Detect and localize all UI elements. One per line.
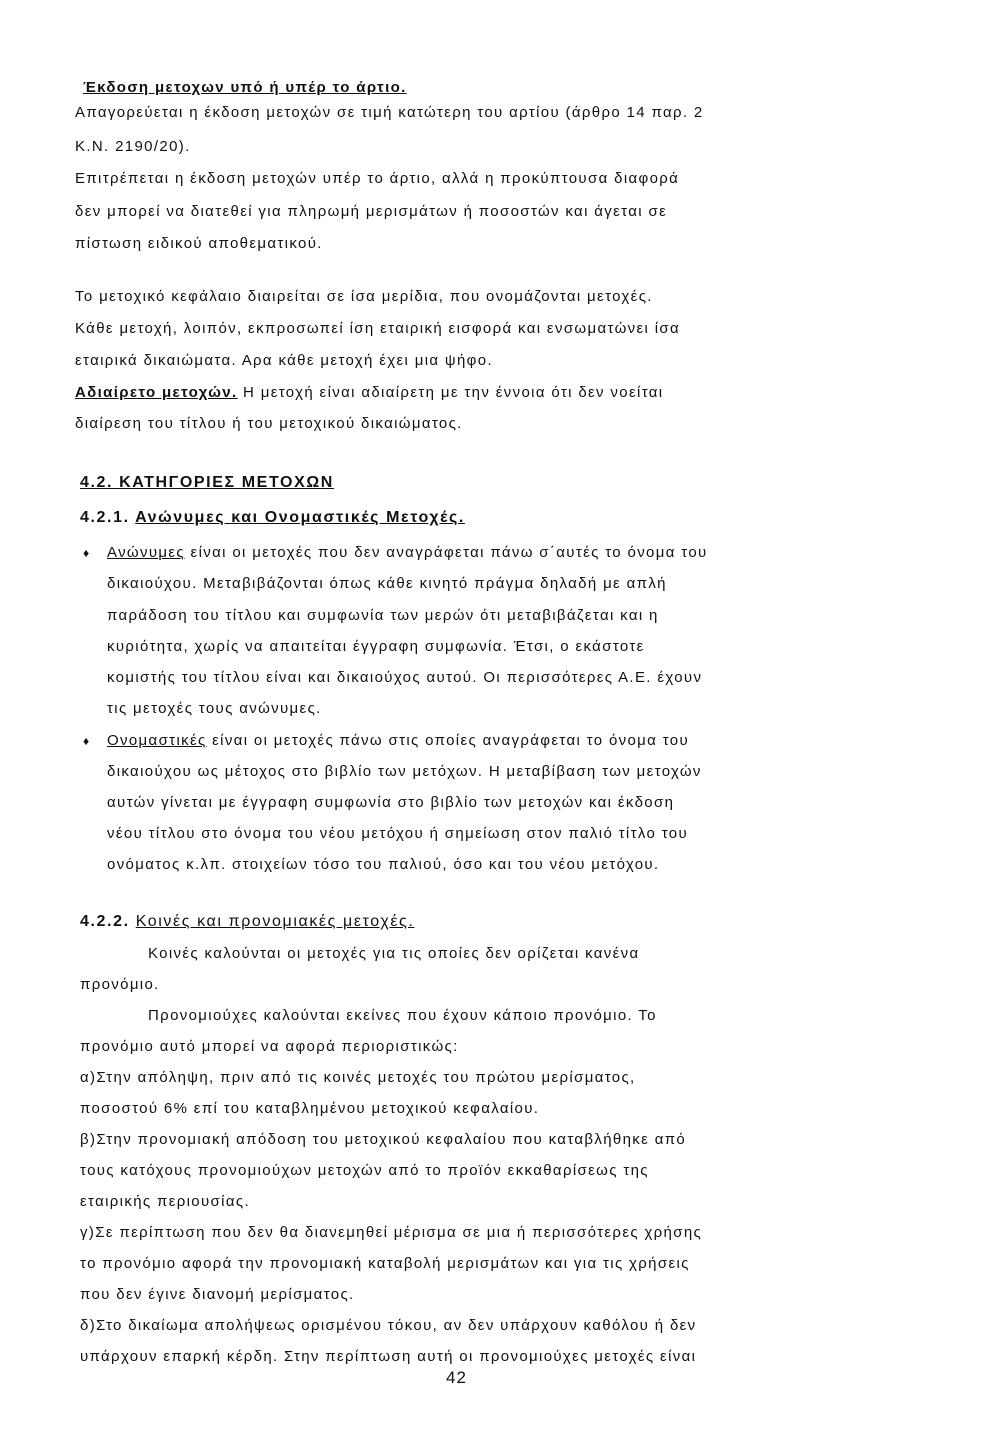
paragraph-line: προνόμιο. [80,976,160,993]
bearer-term: Ανώνυμες [107,544,186,561]
paragraph-line: νέου τίτλου στο όνομα του νέου μετόχου ή σημείωση στον παλιό τίτλο του [107,825,689,842]
paragraph-line: γ)Σε περίπτωση που δεν θα διανεμηθεί μέρισμα σε μια ή περισσότερες χρήσης [80,1224,703,1241]
paragraph-line: τους κατόχους προνομιούχων μετοχών από το προϊόν εκκαθαρίσεως της [80,1162,649,1179]
paragraph-line: ονόματος κ.λπ. στοιχείων τόσο του παλιού, όσο και του νέου μετόχου. [107,856,660,873]
paragraph-line: δεν μπορεί να διατεθεί για πληρωμή μερισμάτων ή ποσοστών και άγεται σε [75,203,668,220]
page-number: 42 [446,1368,467,1387]
paragraph-line: ποσοστού 6% επί του καταβλημένου μετοχικού κεφαλαίου. [80,1100,540,1117]
paragraph-line: εταιρικά δικαιώματα. Αρα κάθε μετοχή έχει μια ψήφο. [75,352,493,369]
indivisible-text: Η μετοχή είναι αδιαίρετη με την έννοια ότι δεν νοείται [237,384,664,401]
paragraph-line: εταιρικής περιουσίας. [80,1193,250,1210]
preferred-text: καλούνται εκείνες που έχουν κάποιο προνόμιο. Το [258,1007,657,1024]
preferred-term: Προνομιούχες [148,1007,259,1024]
paragraph-line: Το μετοχικό κεφάλαιο διαιρείται σε ίσα μερίδια, που ονομάζονται μετοχές. [75,288,653,305]
paragraph-line: κυριότητα, χωρίς να απαιτείται έγγραφη συμφωνία. Έτσι, ο εκάστοτε [107,638,645,655]
heading-common-preferred [80,912,414,932]
paragraph-line: που δεν έγινε διανομή μερίσματος. [80,1286,355,1303]
paragraph-line [75,383,663,403]
paragraph-line: Απαγορεύεται η έκδοση μετοχών σε τιμή κατώτερη του αρτίου (άρθρο 14 παρ. 2 [75,104,704,121]
common-text: καλούνται οι μετοχές για τις οποίες δεν ορίζεται κανένα [199,945,640,962]
paragraph-line: τις μετοχές τους ανώνυμες. [107,700,322,717]
bullet-icon: ♦ [83,734,91,748]
paragraph-line: το προνόμιο αφορά την προνομιακή καταβολή μερισμάτων και για τις χρήσεις [80,1255,690,1272]
heading-title: Κοινές και προνομιακές μετοχές. [135,913,415,930]
bullet-bearer [83,543,708,563]
section-title-issue: Έκδοση μετοχων υπό ή υπέρ το άρτιο. [83,79,407,96]
common-term: Κοινές [148,945,200,962]
paragraph-line [148,1006,657,1026]
paragraph-line: πίστωση ειδικού αποθεματικού. [75,235,323,252]
paragraph-line: Επιτρέπεται η έκδοση μετοχών υπέρ το άρτιο, αλλά η προκύπτουσα διαφορά [75,170,680,187]
paragraph-line: διαίρεση του τίτλου ή του μετοχικού δικαιώματος. [75,415,463,432]
paragraph-line: Κάθε μετοχή, λοιπόν, εκπροσωπεί ίση εταιρική εισφορά και ενσωματώνει ίσα [75,320,681,337]
paragraph-line: κομιστής του τίτλου είναι και δικαιούχος αυτού. Οι περισσότερες Α.Ε. έχουν [107,669,703,686]
bearer-text: είναι οι μετοχές που δεν αναγράφεται πάνω σ΄αυτές το όνομα του [185,544,708,561]
heading-number: 4.2.2. [80,913,130,930]
heading-categories [80,473,334,493]
paragraph-line: Κ.Ν. 2190/20). [75,138,191,155]
paragraph-line: παράδοση του τίτλου και συμφωνία των μερών ότι μεταβιβάζεται και η [107,607,659,624]
heading-title: Ανώνυμες και Ονομαστικές Μετοχές. [135,509,465,526]
indivisible-term: Αδιαίρετο μετοχών. [75,384,238,401]
paragraph-line: δικαιούχου ως μέτοχος στο βιβλίο των μετόχων. Η μεταβίβαση των μετοχών [107,763,702,780]
paragraph-line [148,944,640,964]
paragraph-line: δικαιούχου. Μεταβιβάζονται όπως κάθε κινητό πράγμα δηλαδή με απλή [107,575,667,592]
heading-bearer-registered [80,508,465,528]
heading-categories-text: 4.2. ΚΑΤΗΓΟΡΙΕΣ ΜΕΤΟΧΩΝ [80,474,334,491]
paragraph-line: υπάρχουν επαρκή κέρδη. Στην περίπτωση αυτή οι προνομιούχες μετοχές είναι [80,1348,697,1365]
bullet-icon: ♦ [83,546,91,560]
paragraph-line: β)Στην προνομιακή απόδοση του μετοχικού κεφαλαίου που καταβλήθηκε από [80,1131,687,1148]
registered-term: Ονομαστικές [107,732,207,749]
registered-text: είναι οι μετοχές πάνω στις οποίες αναγράφεται το όνομα του [206,732,690,749]
paragraph-line: προνόμιο αυτό μπορεί να αφορά περιοριστικώς: [80,1038,459,1055]
bullet-registered [83,731,689,751]
paragraph-line: αυτών γίνεται με έγγραφη συμφωνία στο βιβλίο των μετοχών και έκδοση [107,794,675,811]
paragraph-line: α)Στην απόληψη, πριν από τις κοινές μετοχές του πρώτου μερίσματος, [80,1069,636,1086]
heading-number: 4.2.1. [80,509,130,526]
paragraph-line: δ)Στο δικαίωμα απολήψεως ορισμένου τόκου, αν δεν υπάρχουν καθόλου ή δεν [80,1317,697,1334]
